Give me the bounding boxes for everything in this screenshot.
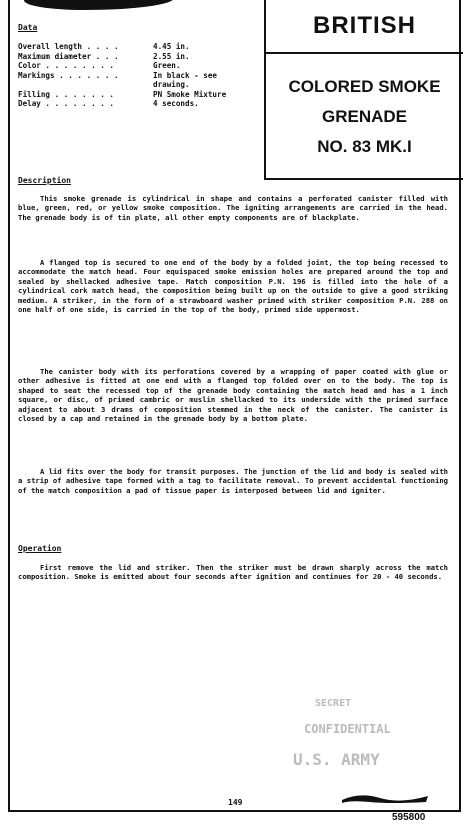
data-key: Maximum diameter . . .: [18, 51, 119, 61]
data-row: [18, 80, 263, 90]
data-row: [18, 90, 263, 100]
operation-heading: Operation: [18, 544, 62, 553]
title-line-2: GRENADE: [321, 107, 407, 126]
stamp-line: U.S. ARMY: [293, 750, 380, 769]
description-paragraph: A flanged top is secured to one end of the body by a folded joint, the top being recessed to accommodate the match head. Four equispaced smoke emission holes are prepared around the top and sealed by shellacked adhesive tape. Match composition P.N. 196 is filled into the hole of a cylindrical cork match head, the composition being built up on the outside to give a good striking medium. A striker, in the form of a strawboard washer primed with striker composition P.N. 288 on one half of one side, is carried in the top of the body, primed side uppermost.: [18, 258, 448, 315]
page-number: 149: [228, 798, 243, 807]
data-key: Color . . . . . . . .: [18, 61, 115, 70]
stamp-line: CONFIDENTIAL: [304, 722, 391, 736]
data-heading: Data: [18, 23, 38, 32]
data-key: Markings . . . . . . .: [18, 70, 119, 80]
data-row: [18, 42, 263, 52]
description-paragraph: A lid fits over the body for transit purposes. The junction of the lid and body is sealed with a strip of adhesive tape formed with a tag to facilitate removal. To prevent accidental functioning of the match composition a pad of tissue paper is interposed between lid and igniter.: [18, 467, 448, 495]
operation-paragraph: First remove the lid and striker. Then the striker must be drawn sharply across the match composition. Smoke is emitted about four seconds after ignition and continues for 20 - 40 seconds.: [18, 563, 448, 582]
data-key: Filling . . . . . . .: [18, 89, 115, 99]
data-value: 4.45 in.: [153, 42, 190, 51]
data-key: Delay . . . . . . . .: [18, 99, 115, 108]
data-value: PN Smoke Mixture: [153, 89, 227, 99]
data-value: 2.55 in.: [153, 51, 190, 61]
data-value: drawing.: [153, 80, 190, 89]
data-value: 4 seconds.: [153, 99, 199, 108]
stamp-line: SECRET: [315, 698, 352, 709]
data-row: [18, 61, 263, 71]
description-paragraph: The canister body with its perforations covered by a wrapping of paper coated with glue or other adhesive is fitted at one end with a flanged top folded over on to the body. The top is shaped to seat the recessed top of the grenade body containing the match head and has a 1 inch square, or disc, of primed cambric or muslin shellacked to its underside with the primed surface adjacent to about 3 drams of composition stemmed in the neck of the canister. The canister is closed by a cap and retained in the grenade body by a bottom plate.: [18, 367, 448, 424]
data-table: [18, 42, 263, 109]
document-page: [8, 0, 461, 812]
ink-smudge: [340, 790, 430, 804]
data-key: [18, 80, 153, 90]
data-key: Overall length . . . .: [18, 42, 119, 51]
data-row: [18, 99, 263, 109]
title-box: [264, 0, 463, 180]
country-label: BRITISH: [266, 0, 463, 54]
document-number: 595800: [392, 812, 426, 823]
data-value: In black - see: [153, 70, 218, 80]
description-heading: Description: [18, 176, 71, 185]
redaction-scratch: [24, 0, 174, 10]
data-row: [18, 71, 263, 81]
data-row: [18, 52, 263, 62]
description-paragraph: This smoke grenade is cylindrical in shape and contains a perforated canister filled with blue, green, red, or yellow smoke composition. The igniting arrangements are carried in the head. The grenade body is of tin plate, all other empty components are of blackplate.: [18, 194, 448, 222]
title-line-1: COLORED SMOKE: [288, 77, 441, 96]
data-value: Green.: [153, 61, 181, 70]
grenade-title: [266, 72, 463, 162]
title-line-3: NO. 83 MK.I: [317, 137, 412, 156]
